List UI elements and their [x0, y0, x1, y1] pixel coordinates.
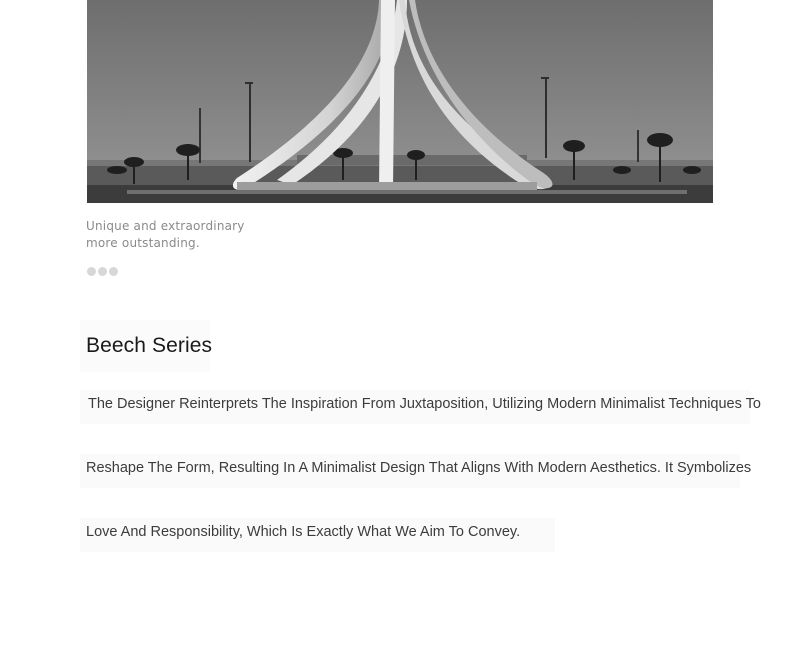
carousel-indicator	[87, 267, 118, 276]
carousel-dot[interactable]	[98, 267, 107, 276]
caption-line-1: Unique and extraordinary	[86, 219, 245, 233]
section-title: Beech Series	[86, 334, 213, 357]
landmark-monument-icon	[87, 0, 713, 203]
hero-image	[87, 0, 713, 203]
description-line-2: Reshape The Form, Resulting In A Minimalist Design That Aligns With Modern Aesthetics. It Symbolizes	[86, 460, 752, 476]
description-line-1: The Designer Reinterprets The Inspiration From Juxtaposition, Utilizing Modern Minimalist Techniques To	[88, 396, 761, 412]
carousel-dot[interactable]	[109, 267, 118, 276]
hero-caption	[86, 218, 306, 252]
description-line-3: Love And Responsibility, Which Is Exactly What We Aim To Convey.	[86, 524, 521, 540]
carousel-dot[interactable]	[87, 267, 96, 276]
caption-line-2: more outstanding.	[86, 236, 200, 250]
